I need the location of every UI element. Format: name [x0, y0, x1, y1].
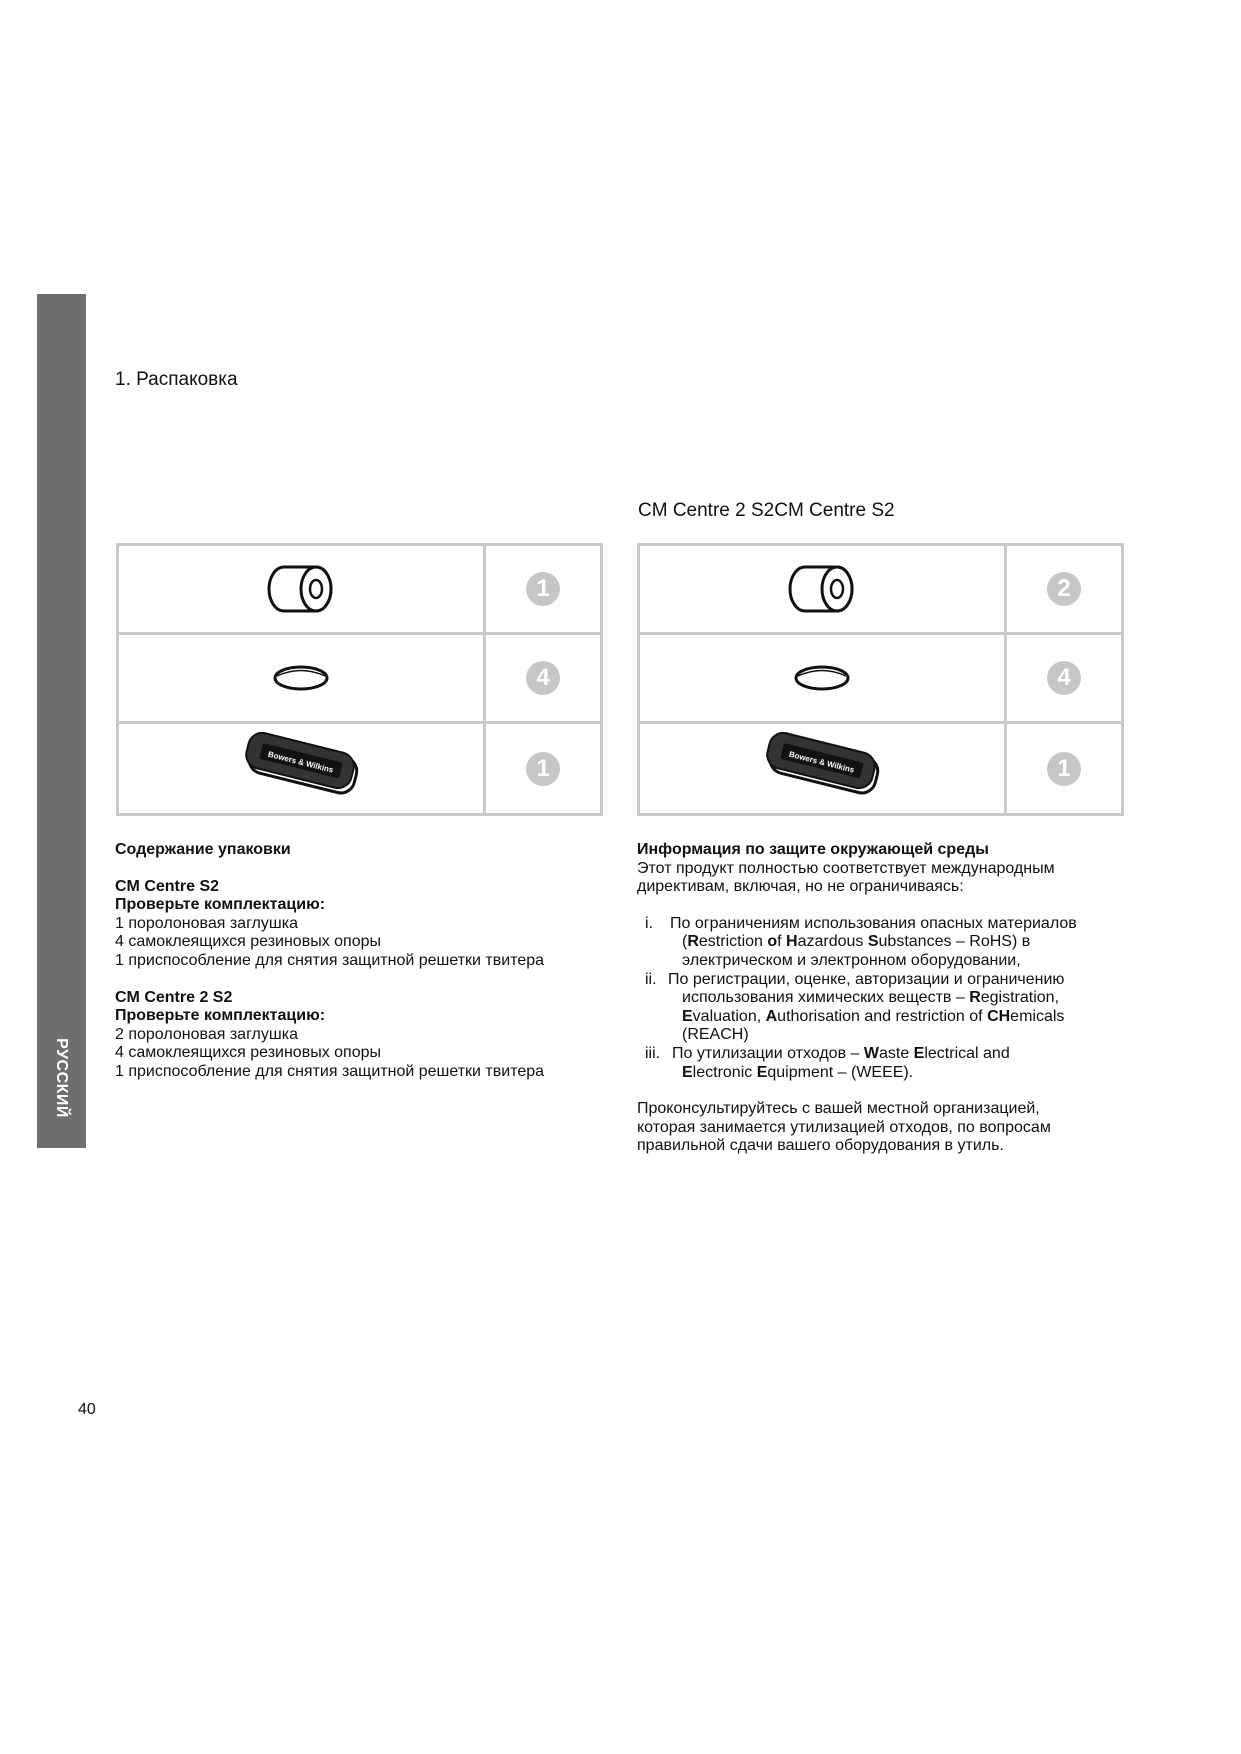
environment-intro: Этот продукт полностью соответствует международным	[637, 859, 1055, 877]
directive-line: (Restriction of Hazardous Substances – RoHS) в	[682, 933, 1031, 951]
list-item: 4 самоклеящихся резиновых опоры	[115, 933, 382, 951]
environment-outro: Проконсультируйтесь с вашей местной организацией,	[637, 1100, 1040, 1118]
environment-info-text	[637, 841, 1117, 1156]
list-item: 4 самоклеящихся резиновых опоры	[115, 1044, 382, 1062]
tool-brand-text: Bowers & Wilkins	[267, 749, 335, 775]
directive-line: По утилизации отходов – Waste Electrical and	[672, 1044, 1010, 1062]
language-label: РУССКИЙ	[53, 1038, 70, 1118]
directive-line: По регистрации, оценке, авторизации и ограничению	[668, 970, 1065, 988]
section-title: 1. Распаковка	[115, 369, 238, 390]
models-heading: CM Centre 2 S2CM Centre S2	[638, 500, 895, 521]
contents-heading: Содержание упаковки	[115, 841, 291, 858]
grille-removal-tool-icon	[640, 724, 1007, 813]
environment-intro: директивам, включая, но не ограничиваясь:	[637, 878, 964, 896]
directive-line: электрическом и электронном оборудовании,	[682, 951, 1021, 969]
package-table-cm-centre-s2	[116, 543, 603, 816]
directive-line: По ограничениям использования опасных материалов	[670, 914, 1077, 932]
environment-outro: которая занимается утилизацией отходов, по вопросам	[637, 1118, 1051, 1136]
quantity-badge: 4	[526, 661, 560, 695]
quantity-badge: 4	[1047, 661, 1081, 695]
directive-line: Evaluation, Authorisation and restriction of CHemicals	[682, 1007, 1065, 1025]
list-item: 1 поролоновая заглушка	[115, 914, 298, 932]
foam-plug-icon	[640, 546, 1007, 635]
rubber-foot-icon	[119, 635, 486, 724]
model1-name: CM Centre S2	[115, 877, 220, 895]
quantity-badge: 2	[1047, 572, 1081, 606]
model1-check: Проверьте комплектацию:	[115, 896, 326, 914]
tool-brand-text: Bowers & Wilkins	[788, 749, 856, 775]
directive-line: Electronic Equipment – (WEEE).	[682, 1063, 914, 1081]
foam-plug-icon	[119, 546, 486, 635]
list-item: 2 поролоновая заглушка	[115, 1025, 298, 1043]
list-item: 1 приспособление для снятия защитной решетки твитера	[115, 1062, 545, 1080]
list-number: ii.	[645, 970, 657, 988]
directive-item-reach	[637, 971, 1117, 1045]
quantity-badge: 1	[526, 572, 560, 606]
page-number: 40	[78, 1401, 96, 1418]
directive-line: (REACH)	[682, 1026, 749, 1044]
environment-heading: Информация по защите окружающей среды	[637, 841, 989, 858]
list-number: iii.	[645, 1044, 661, 1062]
quantity-badge: 1	[1047, 752, 1081, 786]
language-sidebar	[37, 294, 86, 1148]
directive-item-weee	[637, 1045, 1117, 1082]
list-number: i.	[645, 914, 653, 932]
package-contents-text	[115, 841, 605, 1082]
environment-outro: правильной сдачи вашего оборудования в утиль.	[637, 1137, 1004, 1155]
grille-removal-tool-icon	[119, 724, 486, 813]
package-table-cm-centre-2-s2	[637, 543, 1124, 816]
directive-line: использования химических веществ – Registration,	[682, 989, 1060, 1007]
model2-name: CM Centre 2 S2	[115, 988, 233, 1006]
list-item: 1 приспособление для снятия защитной решетки твитера	[115, 951, 545, 969]
quantity-badge: 1	[526, 752, 560, 786]
model2-check: Проверьте комплектацию:	[115, 1007, 326, 1025]
rubber-foot-icon	[640, 635, 1007, 724]
directive-item-rohs	[637, 915, 1117, 971]
